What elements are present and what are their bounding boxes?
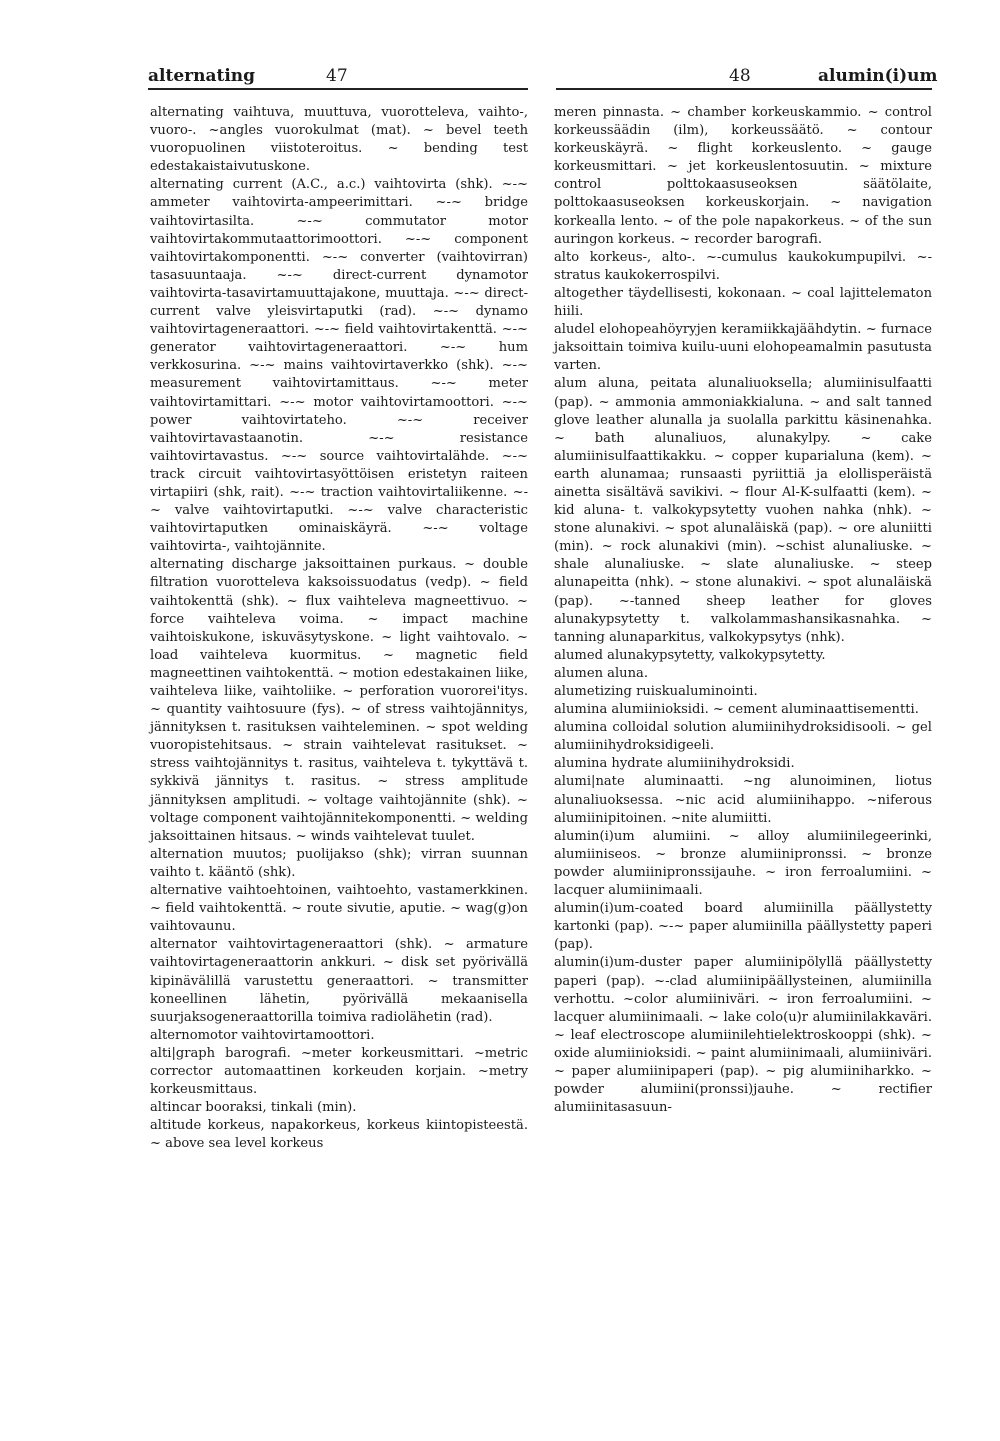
left-column: alternating vaihtuva, muuttuva, vuorotteleva, vaihto-, vuoro-. ~angles vuorokulmat (mat). ~ bevel teeth vuoropuolinen viistoteroitus. ~ bending test edestakaistaivutuskone. alternating current (A.C., a.c.) vaihtovirta (shk). ~-~ ammeter vaihtovirta-ampeerimittari. ~-~ bridge vaihtovirtasilta. ~-~ commutator motor vaihtovirtakommutaattorimoottori. ~-~ component vaihtovirtakomponentti. ~-~ converter (vaihtovirran) tasasuuntaaja. ~-~ direct-current dynamotor vaihtovirta-tasavirtamuuttajakone, muuttaja. ~-~ direct-current valve yleisvirtaputki (rad). ~-~ dynamo vaihtovirtageneraattori. ~-~ field vaihtovirtakenttä. ~-~ generator vaihtovirtageneraattori. ~-~ hum verkkosurina. ~-~ mains vaihtovirtaverkko (shk). ~-~ measurement vaihtovirtamittaus. ~-~ meter vaihtovirtamittari. ~-~ motor vaihtovirtamoottori. ~-~ power vaihtovirtateho. ~-~ receiver vaihtovirtavastaanotin. ~-~ resistance vaihtovirtavastus. ~-~ source vaihtovirtalähde. ~-~ track circuit vaihtovirtasyöttöisen eristetyn raiteen virtapiiri (shk, rait). ~-~ traction vaihtovirtaliikenne. ~-~ valve vaihtovirtaputki. ~-~ valve characteristic vaihtovirtaputken ominaiskäyrä. ~-~ voltage vaihtovirta-, vaihtojännite. alternating discharge jaksoittainen purkaus. ~ double filtration vuorotteleva kaksoissuodatus (vedp). ~ field vaihtokenttä (shk). ~ flux vaihteleva magneettivuo. ~ force vaihteleva voima. ~ impact machine vaihtoiskukone, iskuväsytyskone. ~ light vaihtovalo. ~ load vaihteleva kuormitus. ~ magnetic field magneettinen vaihtokenttä. ~ motion edestakainen liike, vaihteleva liike, vaihtoliike. ~ perforation vuororei'itys. ~ quantity vaihtosuure (fys). ~ of stress vaihtojännitys, jännityksen t. rasituksen vaihteleminen. ~ spot welding vuoropistehitsaus. ~ strain vaihtelevat rasitukset. ~ stress vaihtojännitys t. rasitus, vaihteleva t. tykyttävä t. sykkivä jännitys t. rasitus. ~ stress amplitude jännityksen amplitudi. ~ voltage vaihtojännite (shk). ~ voltage component vaihtojännitekomponentti. ~ welding jaksoittainen hitsaus. ~ winds vaihtelevat tuulet. alternation muutos; puolijakso (shk); virran suunnan vaihto t. kääntö (shk). alternative vaihtoehtoinen, vaihtoehto, vastamerkkinen. ~ field vaihtokenttä. ~ route sivutie, aputie. ~ wag(g)on vaihtovaunu. alternator vaihtovirtageneraattori (shk). ~ armature vaihtovirtageneraattorin ankkuri. ~ disk set pyörivällä kipinävälillä varustettu generaattori. ~ transmitter koneellinen lähetin, pyörivällä mekaanisella suurjaksogeneraattorilla toimiva radiolähetin (rad). alternomotor vaihtovirtamoottori. alti|graph barografi. ~meter korkeusmittari. ~metric corrector automaattinen korkeuden korjain. ~metry korkeusmittaus. altincar booraksi, tinkali (min). altitude korkeus, napakorkeus, korkeus kiintopisteestä. ~ above sea level korkeus xyxy=(150,105,528,1152)
header-left-word: alternating xyxy=(148,66,256,86)
header-right-page: 48 xyxy=(729,66,751,86)
header-rule-right xyxy=(556,88,932,90)
header-rule-left xyxy=(148,88,528,90)
header-right-word: alumin(i)um xyxy=(818,66,938,86)
right-column: meren pinnasta. ~ chamber korkeuskammio. ~ control korkeussäädin (ilm), korkeussäätö. ~ contour korkeuskäyrä. ~ flight korkeuslento. ~ gauge korkeusmittari. ~ jet korkeuslentosuutin. ~ mixture control polttokaasuseoksen säätölaite, polttokaasuseoksen korkeuskorjain. ~ navigation korkealla lento. ~ of the pole napakorkeus. ~ of the sun auringon korkeus. ~ recorder barografi. alto korkeus-, alto-. ~-cumulus kaukokumpupilvi. ~-stratus kaukokerrospilvi. altogether täydellisesti, kokonaan. ~ coal lajittelematon hiili. aludel elohopeahöyryjen keramiikkajäähdytin. ~ furnace jaksoittain toimiva kuilu-uuni elohopeamalmin pasutusta varten. alum aluna, peitata alunaliuoksella; alumiinisulfaatti (pap). ~ ammonia ammoniakkialuna. ~ and salt tanned glove leather alunalla ja suolalla parkittu käsinenahka. ~ bath alunaliuos, alunakylpy. ~ cake alumiinisulfaattikakku. ~ copper kuparialuna (kem). ~ earth alunamaa; runsaasti pyriittiä ja elollisperäistä ainetta sisältävä savikivi. ~ flour Al-K-sulfaatti (kem). ~ kid aluna- t. valkokypsytetty vuohen nahka (nhk). ~ stone alunakivi. ~ spot alunaläiskä (pap). ~ ore aluniitti (min). ~ rock alunakivi (min). ~schist alunaliuske. ~ shale alunaliuske. ~ slate alunaliuske. ~ steep alunapeitta (nhk). ~ stone alunakivi. ~ spot alunaläiskä (pap). ~-tanned sheep leather for gloves alunakypsytetty t. valkolammashansikasnahka. ~ tanning alunaparkitus, valkokypsytys (nhk). alumed alunakypsytetty, valkokypsytetty. alumen aluna. alumetizing ruiskualuminointi. alumina alumiinioksidi. ~ cement aluminaattisementti. alumina colloidal solution alumiinihydroksidisooli. ~ gel alumiinihydroksidigeeli. alumina hydrate alumiinihydroksidi. alumi|nate aluminaatti. ~ng alunoiminen, liotus alunaliuoksessa. ~nic acid alumiinihappo. ~niferous alumiinipitoinen. ~nite alumiitti. alumin(i)um alumiini. ~ alloy alumiinilegeerinki, alumiiniseos. ~ bronze alumiinipronssi. ~ bronze powder alumiinipronssijauhe. ~ iron ferroalumiini. ~ lacquer alumiinimaali. alumin(i)um-coated board alumiinilla päällystetty kartonki (pap). ~-~ paper alumiinilla päällystetty paperi (pap). alumin(i)um-duster paper alumiinipölyllä päällystetty paperi (pap). ~-clad alumiinipäällysteinen, alumiinilla verhottu. ~color alumiiniväri. ~ iron ferroalumiini. ~ lacquer alumiinimaali. ~ lake colo(u)r alumiinilakkaväri. ~ leaf electroscope alumiinilehtielektroskooppi (shk). ~ oxide alumiinioksidi. ~ paint alumiinimaali, alumiiniväri. ~ paper alumiinipaperi (pap). ~ pig alumiiniharkko. ~ powder alumiini(pronssi)jauhe. ~ rectifier alumiinitasasuun- xyxy=(554,105,932,1116)
header-left-page: 47 xyxy=(326,66,348,86)
